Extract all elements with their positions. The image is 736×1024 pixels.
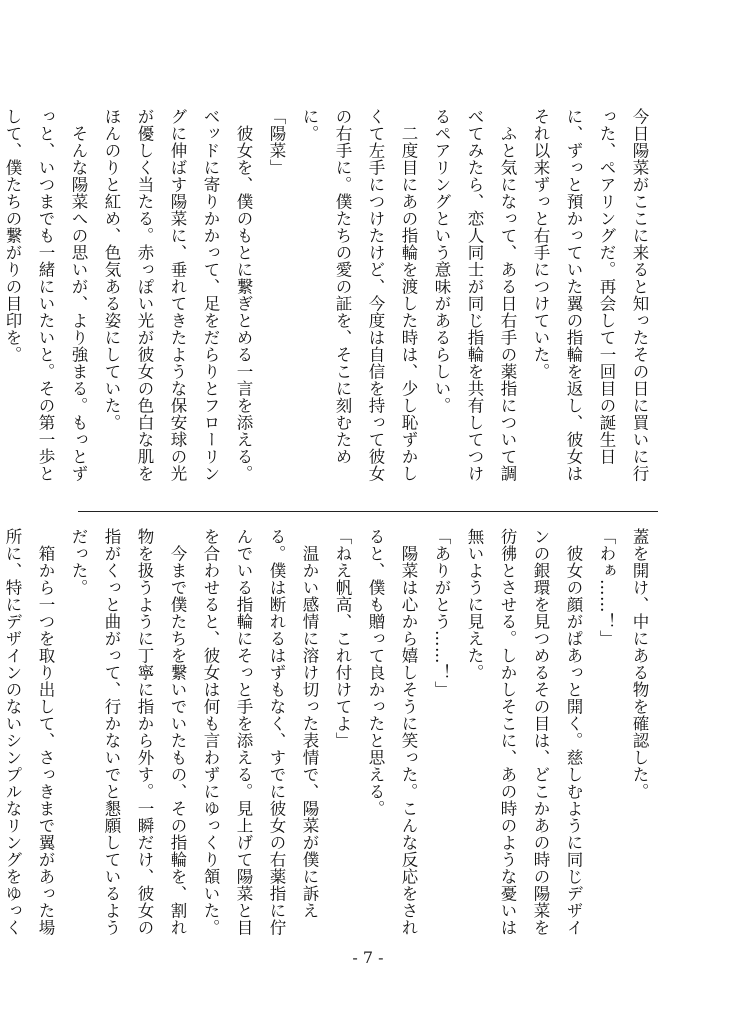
upper-text-block <box>3 108 656 498</box>
paragraph: 箱から一つを取り出して、さっきまで翼があった場所に、特にデザインのないシンプルなリングをゆっく <box>3 528 55 936</box>
paragraph: 蓋を開け、中にある物を確認した。 <box>630 528 649 800</box>
paragraph: 温かい感情に溶け切った表情で、陽菜が僕に訴える。僕は断れるはずもなく、すでに彼女の右薬指に佇んでいる指輪にそっと手を添える。見上げて陽菜と目を合わせると、彼女は何も言わずにゆっくり頷いた。 <box>201 528 319 936</box>
paragraph: 陽菜は心から嬉しそうに笑った。こんな反応をされると、僕も贈って良かったと思える。 <box>366 528 418 936</box>
dialogue-line: 「陽菜」 <box>267 108 286 176</box>
dialogue-line: 「わぁ……！」 <box>597 528 616 647</box>
paragraph: 今日陽菜がここに来ると知ったその日に買いに行った、ペアリングだ。再会して一回目の誕生日に、ずっと預かっていた翼の指輪を返し、彼女はそれ以来ずっと右手につけていた。 <box>531 108 649 482</box>
dialogue-line: 「ねえ帆高、これ付けてよ」 <box>333 528 352 749</box>
paragraph: 今まで僕たちを繋いでいたもの、その指輪を、割れ物を扱うように丁寧に指から外す。一瞬だけ、彼女の指がくっと曲がって、行かないでと懇願しているようだった。 <box>69 528 187 936</box>
section-divider <box>78 511 658 512</box>
paragraph: 彼女の顔がぱあっと開く。慈しむように同じデザインの銀環を見つめるその目は、どこかあの時の陽菜を彷彿とさせる。しかしそこに、あの時のような憂いは無いように見えた。 <box>465 528 583 936</box>
lower-text-block <box>3 528 656 936</box>
paragraph: 二度目にあの指輪を渡した時は、少し恥ずかしくて左手につけたけど、今度は自信を持って彼女の右手に。僕たちの愛の証を、そこに刻むために。 <box>300 108 418 482</box>
paragraph: 彼女を、僕のもとに繋ぎとめる一言を添える。ベッドに寄りかかって、足をだらりとフローリングに伸ばす陽菜に、垂れてきたような保安球の光が優しく当たる。赤っぽい光が彼女の色白な肌をほんのりと紅め、色気ある姿にしていた。 <box>102 108 253 482</box>
paragraph: そんな陽菜への思いが、より強まる。もっとずっと、いつまでも一緒にいたいと。その第一歩として、僕たちの繋がりの目印を。 <box>3 108 88 482</box>
paragraph: ふと気になって、ある日右手の薬指について調べてみたら、恋人同士が同じ指輪を共有してつけるペアリングという意味があるらしい。 <box>432 108 517 482</box>
dialogue-line: 「ありがとう……！」 <box>432 528 451 698</box>
page-number: - 7 - <box>352 948 384 967</box>
